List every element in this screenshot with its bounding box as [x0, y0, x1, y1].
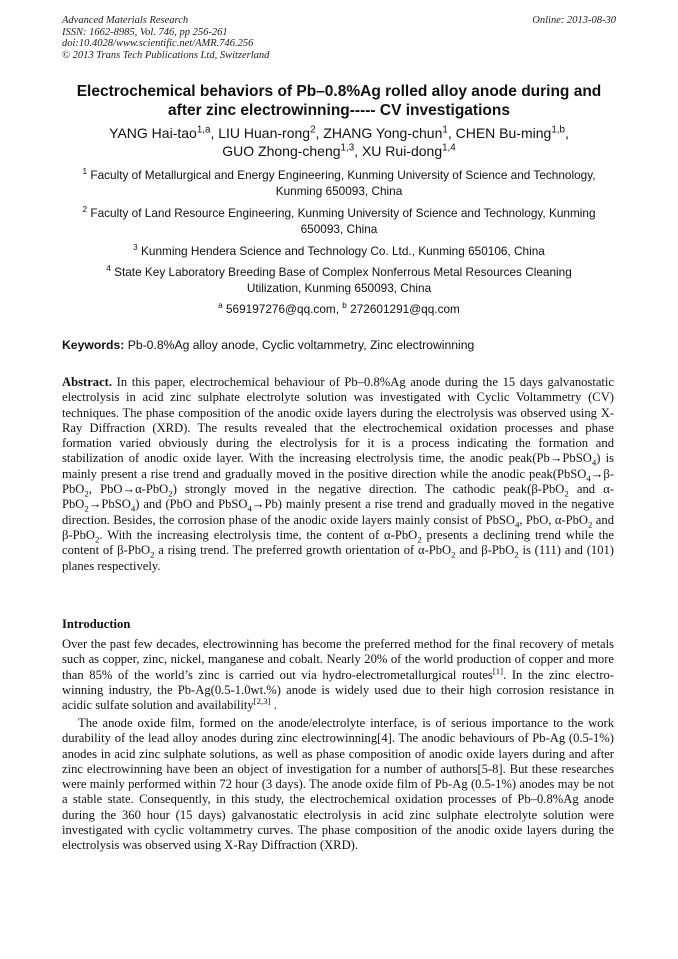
- author-name: ZHANG Yong-chun: [323, 125, 443, 141]
- author-affiliation-mark: 2: [310, 124, 316, 136]
- author-name: GUO Zhong-cheng: [222, 143, 341, 159]
- journal-header: [62, 15, 616, 61]
- affiliation-text: 650093, China: [300, 221, 378, 236]
- intro-paragraph-2: The anode oxide film, formed on the anode/electrolyte interface, is of serious importance to the work durability of the lead alloy anodes during zinc electrowinning[4]. The anodic behaviours of Pb-Ag (0.5-1%) anodes in acid zinc sulphate solutions, as well as phase composition of anodic oxide layers during and after zinc electrowinning have been an object of investigation for a number of authors[5-8]. But these researches were mainly performed within 72 hour (3 days). The anode oxide film of Pb-Ag (0.5-1%) anodes may be not a stable state. Consequently, in this study, the electrochemical oxidation processes of Pb–0.8%Ag anode during the 360 hour (15 days) galvanostatic electrolysis in acid zinc sulphate electrolyte solution were investigated with cyclic voltammetry curves. The phase composition of the anodic oxide layers during the electrolysis was observed using X-Ray Diffraction (XRD).: [62, 716, 614, 853]
- email-a[interactable]: 569197276@qq.com: [226, 302, 336, 316]
- authors-line-1: [40, 124, 638, 142]
- intro-paragraph-1: Over the past few decades, electrowinning has become the preferred method for the final recovery of metals such as copper, zinc, nickel, manganese and cobalt. Nearly 20% of the world production of copper and more than 85% of the world’s zinc is carried out via hydro-electrometallurgical routes[1]. In the zinc electro-winning industry, the Pb-Ag(0.5-1.0wt.%) anode is widely used due to their high corrosion resistance in acidic sulfate solution and availability[2,3] .: [62, 637, 615, 713]
- affiliation-text: Faculty of Land Resource Engineering, Kunming University of Science and Technology, Kunming: [90, 206, 596, 220]
- section-heading-introduction: Introduction: [62, 617, 131, 631]
- abstract-paragraph: Abstract. In this paper, electrochemical behaviour of Pb–0.8%Ag anode during the 15 days galvanostatic electrolysis in acid zinc sulphate electrolyte solution was investigated with Cyclic Voltammetry (CV) techniques. The phase composition of the anodic oxide layers during the electrolysis was observed using X-Ray Diffraction (XRD). The results revealed that the electrochemical oxidation processes and phase formation varied obviously during the electrolysis for it is a process indicating the formation and stabilization of anodic oxide layer. With the increasing electrolysis time, the anodic peak(Pb→PbSO$_4$) is mainly present a rise trend and gradually moved in the positive direction while the anodic peak(PbSO$_4$→β-PbO$_2$, PbO→α-PbO$_2$) strongly moved in the negative direction. The cathodic peak(β-PbO$_2$ and α-PbO$_2$→PbSO$_4$) and (PbO and PbSO$_4$→Pb) mainly present a rise trend and gradually moved in the negative direction. Besides, the corrosion phase of the anodic oxide layers mainly consist of PbSO$_4$, PbO, α-PbO$_2$ and β-PbO$_2$. With the increasing electrolysis time, the content of α-PbO$_2$ presents a declining trend while the content of β-PbO$_2$ a rising trend. The preferred growth orientation of α-PbO$_2$ and β-PbO$_2$ is (111) and (101) planes respectively.: [62, 375, 615, 573]
- author-affiliation-mark: 1,a: [196, 124, 211, 136]
- author-separator: ,: [315, 125, 324, 141]
- abstract-label: Abstract.: [62, 375, 113, 389]
- affiliation-text: Faculty of Metallurgical and Energy Engineering, Kunming University of Science and Technology,: [90, 168, 596, 182]
- affiliation-1: [60, 168, 618, 199]
- journal-issn: ISSN: 1662-8985, Vol. 746, pp 256-261: [62, 26, 228, 38]
- author-name: LIU Huan-rong: [218, 125, 311, 141]
- authors-line-2: [40, 142, 638, 160]
- author-affiliation-mark: 1,4: [442, 142, 456, 154]
- online-date: Online: 2013-08-30: [532, 15, 616, 26]
- affiliation-4: [60, 265, 618, 296]
- journal-doi: doi:10.4028/www.scientific.net/AMR.746.256: [62, 38, 254, 49]
- author-separator: ,: [210, 125, 219, 141]
- author-name: YANG Hai-tao: [109, 125, 197, 141]
- affiliation-number: 1: [82, 167, 88, 177]
- affiliation-text: Utilization, Kunming 650093, China: [246, 280, 432, 295]
- affiliation-2: [60, 206, 618, 237]
- author-name: CHEN Bu-ming: [455, 125, 552, 141]
- author-separator: ,: [447, 125, 456, 141]
- email-separator: ,: [335, 302, 343, 316]
- affiliation-3: [60, 244, 618, 260]
- affiliation-text: State Key Laboratory Breeding Base of Complex Nonferrous Metal Resources Cleaning: [114, 265, 572, 279]
- paper-title: [40, 82, 638, 120]
- author-separator: ,: [564, 125, 569, 141]
- email-addresses: [60, 302, 618, 318]
- author-affiliation-mark: 1,3: [340, 142, 355, 154]
- journal-copyright: © 2013 Trans Tech Publications Ltd, Switzerland: [62, 49, 270, 61]
- author-affiliation-mark: 1: [442, 124, 448, 136]
- affiliation-number: 2: [82, 205, 88, 215]
- email-b[interactable]: 272601291@qq.com: [350, 302, 460, 316]
- author-affiliation-mark: 1,b: [551, 124, 565, 136]
- citation-ref[interactable]: [1]: [492, 665, 504, 676]
- affiliation-number: 4: [106, 264, 111, 274]
- affiliation-text: Kunming Hendera Science and Technology Co. Ltd., Kunming 650106, China: [141, 244, 545, 258]
- keywords-label: Keywords:: [62, 338, 125, 352]
- author-list: [40, 124, 638, 160]
- title-line-2: after zinc electrowinning----- CV investigations: [168, 102, 510, 119]
- affiliation-text: Kunming 650093, China: [275, 183, 403, 198]
- citation-ref[interactable]: [2,3]: [253, 696, 271, 706]
- email-mark: b: [342, 301, 347, 311]
- keywords: [62, 338, 622, 352]
- journal-name: Advanced Materials Research: [62, 15, 189, 26]
- email-mark: a: [218, 301, 223, 311]
- title-line-1: Electrochemical behaviors of Pb–0.8%Ag rolled alloy anode during and: [76, 83, 602, 100]
- author-name: XU Rui-dong: [361, 143, 443, 159]
- affiliation-number: 3: [133, 243, 138, 253]
- keywords-text: Pb-0.8%Ag alloy anode, Cyclic voltammetry, Zinc electrowinning: [127, 338, 475, 352]
- author-separator: ,: [354, 143, 362, 159]
